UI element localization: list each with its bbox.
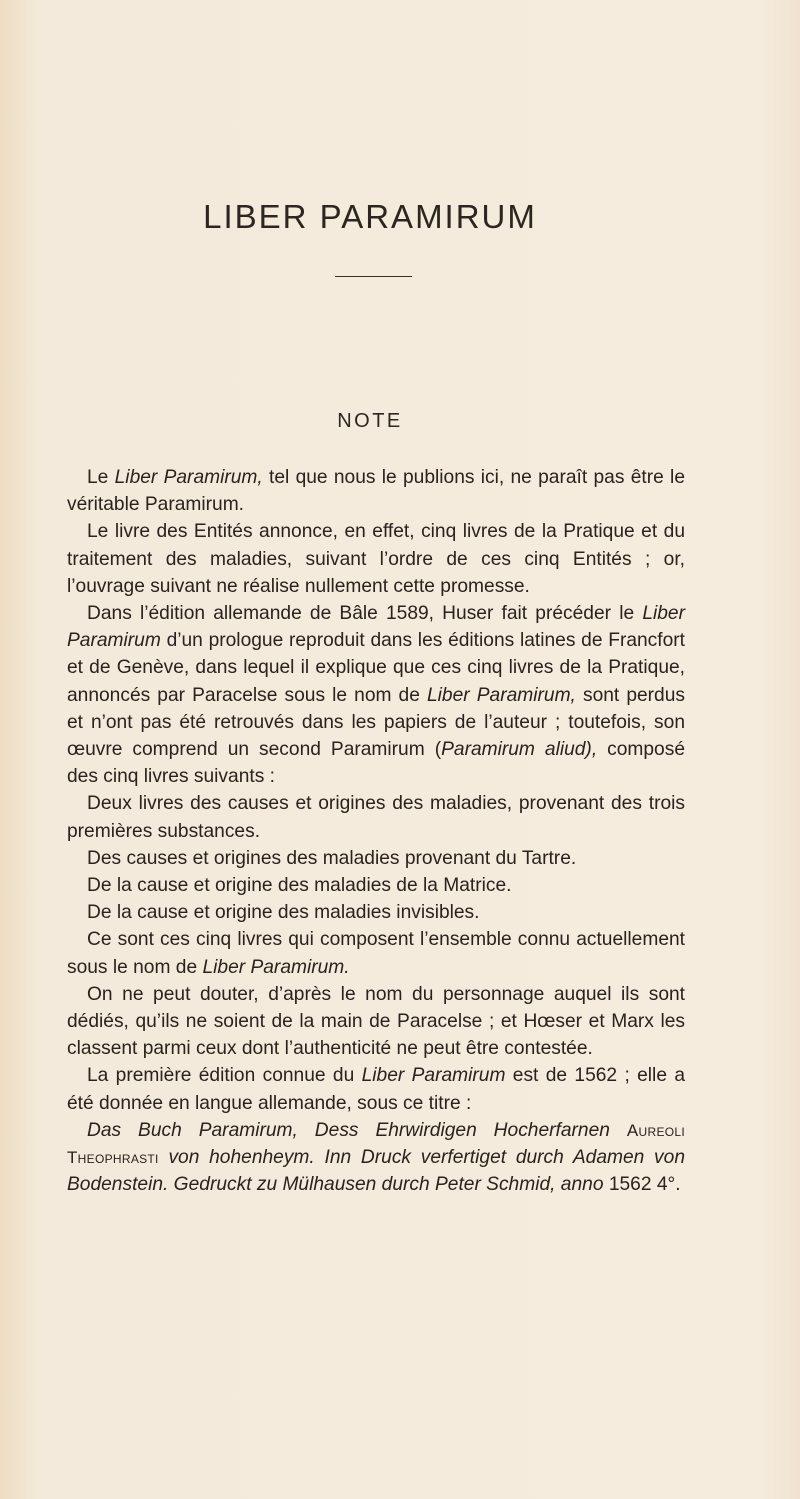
- p1-text-c: tel que nous le publions ici, ne paraît pas être le véritable Paramirum.: [67, 467, 685, 516]
- p3-italic-title-3: Paramirum aliud),: [441, 739, 598, 761]
- p10-italic-title: Liber Paramirum: [361, 1065, 506, 1087]
- p1-italic-title: Liber Paramirum,: [114, 467, 263, 488]
- paragraph-8: [67, 926, 685, 980]
- p1-text-a: Le: [87, 467, 115, 488]
- p11-text-a: Das Buch Paramirum, Dess Ehrwirdigen Hocherfarnen: [87, 1119, 627, 1141]
- paragraph-11: [67, 1117, 685, 1199]
- paragraph-1: [67, 464, 685, 518]
- paragraph-10: [67, 1062, 685, 1116]
- paragraph-4: Deux livres des causes et origines des maladies, provenant des trois premières substances.: [67, 793, 685, 842]
- page-title: LIBER PARAMIRUM: [203, 198, 537, 235]
- p3-italic-title-1: Liber Paramirum: [67, 603, 685, 652]
- title-divider: [335, 276, 412, 277]
- p11-smallcaps-name: Aureoli Theophrasti: [67, 1120, 685, 1168]
- paragraph-5: Des causes et origines des maladies provenant du Tartre.: [87, 847, 577, 869]
- paragraph-3: [67, 600, 685, 790]
- p3-text-g: composé des cinq livres suivants :: [67, 739, 685, 788]
- p11-text-c: von hohenheym. Inn Druck verfertiget durch Adamen von Bodenstein. Gedruckt zu Mülhausen durch Peter Schmid, anno: [67, 1147, 685, 1196]
- p8-italic-title: Liber Paramirum.: [202, 956, 350, 978]
- section-heading: NOTE: [337, 410, 403, 432]
- p10-text-c: est de 1562 ; elle a été donnée en langue allemande, sous ce titre :: [67, 1065, 686, 1114]
- note-body: [67, 464, 685, 1198]
- p3-text-c: d’un prologue reproduit dans les éditions latines de Francfort et de Genève, dans lequel il explique que ces cinq livres de la Pratique, annoncés par Paracelse sous le nom de: [67, 630, 685, 706]
- p10-text-a: La première édition connue du: [87, 1065, 362, 1087]
- paragraph-9: On ne peut douter, d’après le nom du personnage auquel ils sont dédiés, qu’ils ne soient de la main de Paracelse ; et Hœser et Marx les classent parmi ceux dont l’authenticité ne peut être contestée.: [67, 983, 685, 1060]
- paragraph-7: De la cause et origine des maladies invisibles.: [87, 902, 480, 924]
- p8-text-a: Ce sont ces cinq livres qui composent l’ensemble connu actuellement sous le nom de: [67, 929, 685, 978]
- p3-text-e: sont perdus et n’ont pas été retrouvés dans les papiers de l’auteur ; toutefois, son œuvre comprend un second Paramirum (: [67, 684, 685, 761]
- p3-italic-title-2: Liber Paramirum,: [426, 684, 576, 706]
- p3-text-a: Dans l’édition allemande de Bâle 1589, Huser fait précéder le: [87, 603, 643, 625]
- p11-date: 1562 4°.: [608, 1174, 681, 1196]
- paragraph-2: Le livre des Entités annonce, en effet, cinq livres de la Pratique et du traitement des maladies, suivant l’ordre de ces cinq Entités ; or, l’ouvrage suivant ne réalise nullement cette promesse.: [67, 521, 685, 597]
- paragraph-6: De la cause et origine des maladies de la Matrice.: [87, 875, 512, 897]
